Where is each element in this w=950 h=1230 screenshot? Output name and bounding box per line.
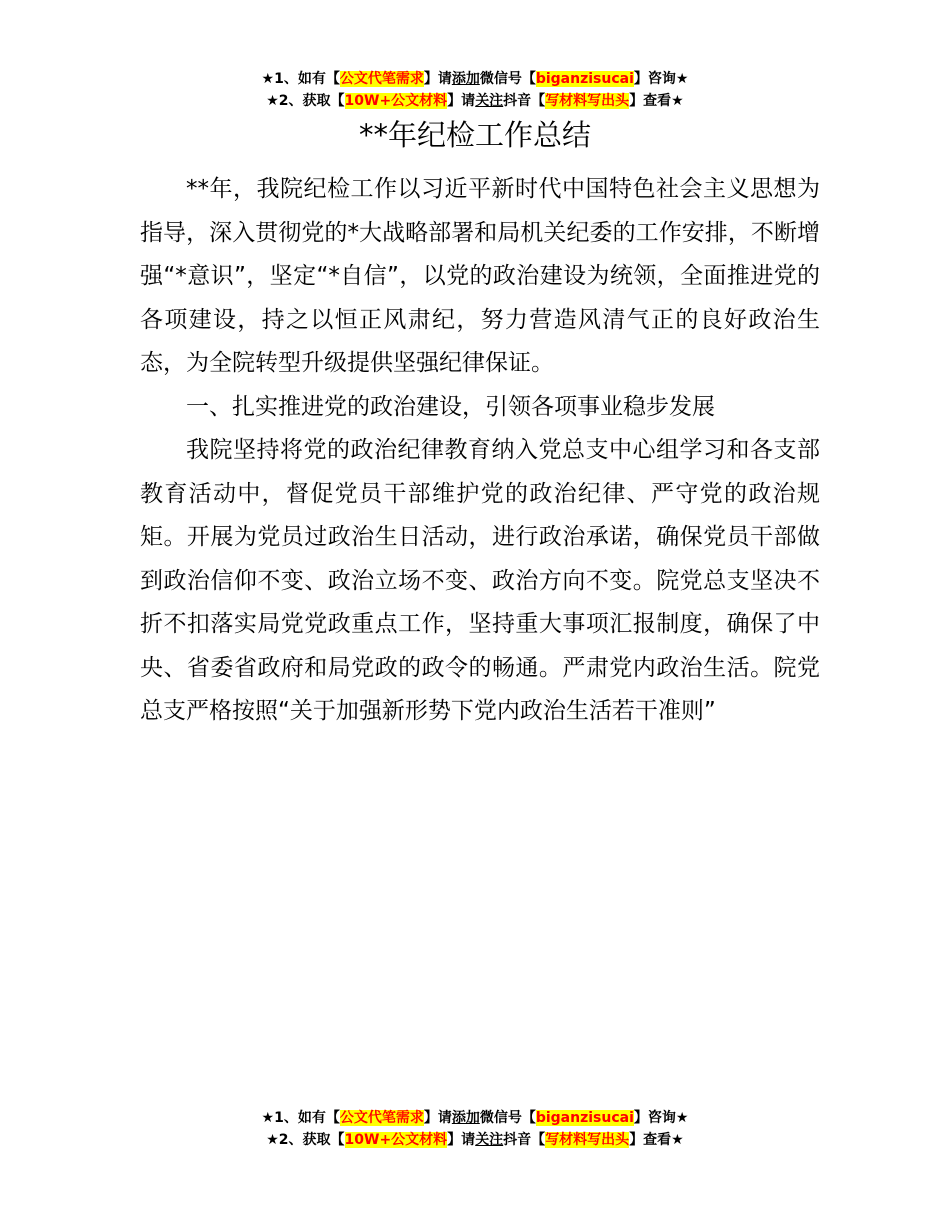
promo-header <box>0 68 950 112</box>
promo-line-1 <box>0 1107 950 1129</box>
promo-text: 】咨询★ <box>633 1110 689 1126</box>
paragraph-intro: **年，我院纪检工作以习近平新时代中国特色社会主义思想为指导，深入贯彻党的*大战略部署和局机关纪委的工作安排，不断增强“*意识”，坚定“*自信”，以党的政治建设为统领，全面推进党的各项建设，持之以恒正风肃纪，努力营造风清气正的良好政治生态，为全院转型升级提供坚强纪律保证。 <box>140 176 820 376</box>
promo-underline: 关注 <box>475 1132 504 1148</box>
promo-text: 】请 <box>447 93 476 109</box>
promo-underline: 关注 <box>475 93 504 109</box>
promo-highlight: 公文代笔需求 <box>339 71 424 87</box>
promo-highlight: 10W+公文材料 <box>344 1132 448 1148</box>
promo-line-1 <box>0 68 950 90</box>
promo-text: 抖音【 <box>503 93 546 109</box>
promo-highlight: biganzisucai <box>535 1110 634 1126</box>
promo-underline: 添加 <box>451 71 480 87</box>
promo-text: ★2、获取【 <box>266 93 345 109</box>
promo-text: 】查看★ <box>629 1132 684 1148</box>
promo-text: 微信号【 <box>479 71 536 87</box>
promo-line-2 <box>0 90 950 112</box>
promo-text: 抖音【 <box>503 1132 546 1148</box>
promo-text: 】请 <box>447 1132 476 1148</box>
promo-text: 】查看★ <box>629 93 684 109</box>
promo-highlight: 写材料写出头 <box>545 93 630 109</box>
promo-text: 】请 <box>423 1110 452 1126</box>
promo-highlight: 公文代笔需求 <box>339 1110 424 1126</box>
promo-highlight: biganzisucai <box>535 71 634 87</box>
document-title: **年纪检工作总结 <box>358 118 591 152</box>
promo-text: 微信号【 <box>479 1110 536 1126</box>
promo-line-2 <box>0 1129 950 1151</box>
promo-footer <box>0 1107 950 1151</box>
section-heading-1: 一、扎实推进党的政治建设，引领各项事业稳步发展 <box>186 393 715 420</box>
promo-text: ★2、获取【 <box>266 1132 345 1148</box>
document-body <box>140 168 820 734</box>
promo-highlight: 10W+公文材料 <box>344 93 448 109</box>
paragraph-section-1: 我院坚持将党的政治纪律教育纳入党总支中心组学习和各支部教育活动中，督促党员干部维护党的政治纪律、严守党的政治规矩。开展为党员过政治生日活动，进行政治承诺，确保党员干部做到政治信仰不变、政治立场不变、政治方向不变。院党总支坚决不折不扣落实局党党政重点工作，坚持重大事项汇报制度，确保了中央、省委省政府和局党政的政令的畅通。严肃党内政治生活。院党总支严格按照“关于加强新形势下党内政治生活若干准则” <box>140 437 820 724</box>
promo-text: 】请 <box>423 71 452 87</box>
promo-text: ★1、如有【 <box>261 1110 340 1126</box>
promo-text: 】咨询★ <box>633 71 689 87</box>
promo-highlight: 写材料写出头 <box>545 1132 630 1148</box>
promo-text: ★1、如有【 <box>261 71 340 87</box>
promo-underline: 添加 <box>451 1110 480 1126</box>
